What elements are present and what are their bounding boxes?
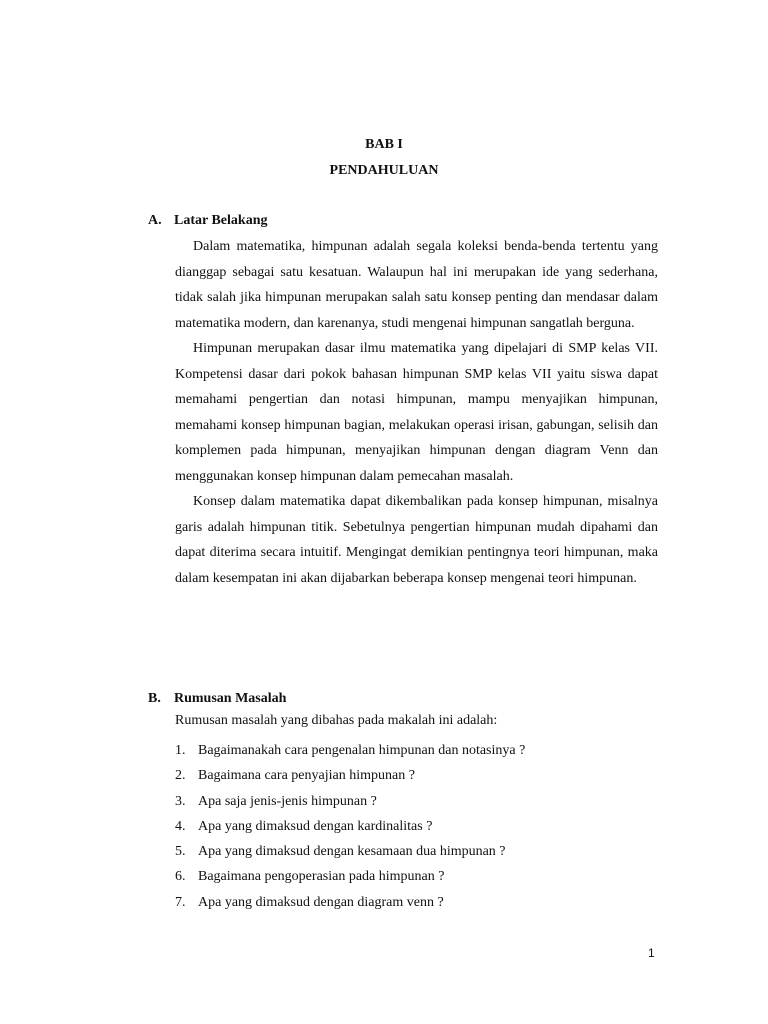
list-item-number: 4. [175, 818, 186, 834]
section-a-letter: A. [148, 213, 162, 228]
list-item-text: Bagaimana cara penyajian himpunan ? [198, 768, 415, 784]
list-item-number: 7. [175, 894, 186, 910]
list-item-text: Bagaimana pengoperasian pada himpunan ? [198, 869, 445, 885]
list-item [175, 814, 525, 839]
section-b-title: Rumusan Masalah [174, 691, 287, 706]
list-item [175, 789, 525, 814]
chapter-title: PENDAHULUAN [329, 163, 439, 178]
section-b-letter: B. [148, 691, 161, 706]
question-list [175, 738, 525, 915]
list-item-text: Apa saja jenis-jenis himpunan ? [198, 793, 377, 809]
paragraph-2: Himpunan merupakan dasar ilmu matematika yang dipelajari di SMP kelas VII. Kompetensi dasar dari pokok bahasan himpunan SMP kelas VII yaitu siswa dapat memahami pengertian dan notasi himpunan, mampu menyajikan himpunan, memahami konsep himpunan bagian, melakukan operasi irisan, gabungan, selisih dan komplemen pada himpunan, menyajikan himpunan dengan diagram Venn dan menggunakan konsep himpunan dalam pemecahan masalah. [175, 341, 658, 484]
section-a-heading [148, 213, 267, 229]
list-item-number: 3. [175, 793, 186, 809]
list-item [175, 763, 525, 788]
chapter-label: BAB I [365, 137, 403, 152]
section-a-title: Latar Belakang [174, 213, 268, 228]
list-item [175, 839, 525, 864]
list-item-number: 2. [175, 768, 186, 784]
section-b-heading [148, 691, 286, 707]
section-a-body [175, 234, 658, 591]
list-item-number: 1. [175, 743, 186, 758]
list-item [175, 738, 525, 763]
paragraph-3: Konsep dalam matematika dapat dikembalikan pada konsep himpunan, misalnya garis adalah himpunan titik. Sebetulnya pengertian himpunan mudah dipahami dan dapat diterima secara intuitif. Mengingat demikian pentingnya teori himpunan, maka dalam kesempatan ini akan dijabarkan beberapa konsep mengenai teori himpunan. [175, 494, 658, 586]
list-item-number: 6. [175, 869, 186, 885]
page-number: 1 [648, 946, 655, 960]
list-item-text: Bagaimanakah cara pengenalan himpunan dan notasinya ? [198, 743, 526, 758]
list-item-text: Apa yang dimaksud dengan kesamaan dua himpunan ? [198, 844, 506, 860]
list-item [175, 890, 525, 915]
list-item-number: 5. [175, 844, 186, 860]
paragraph-1: Dalam matematika, himpunan adalah segala koleksi benda-benda tertentu yang dianggap sebagai satu kesatuan. Walaupun hal ini merupakan ide yang sederhana, tidak salah jika himpunan merupakan salah satu konsep penting dan mendasar dalam matematika modern, dan karenanya, studi mengenai himpunan sangatlah berguna. [175, 239, 658, 331]
list-item-text: Apa yang dimaksud dengan diagram venn ? [198, 894, 444, 910]
section-b-intro: Rumusan masalah yang dibahas pada makalah ini adalah: [175, 713, 498, 728]
list-item-text: Apa yang dimaksud dengan kardinalitas ? [198, 818, 433, 834]
list-item [175, 864, 525, 889]
